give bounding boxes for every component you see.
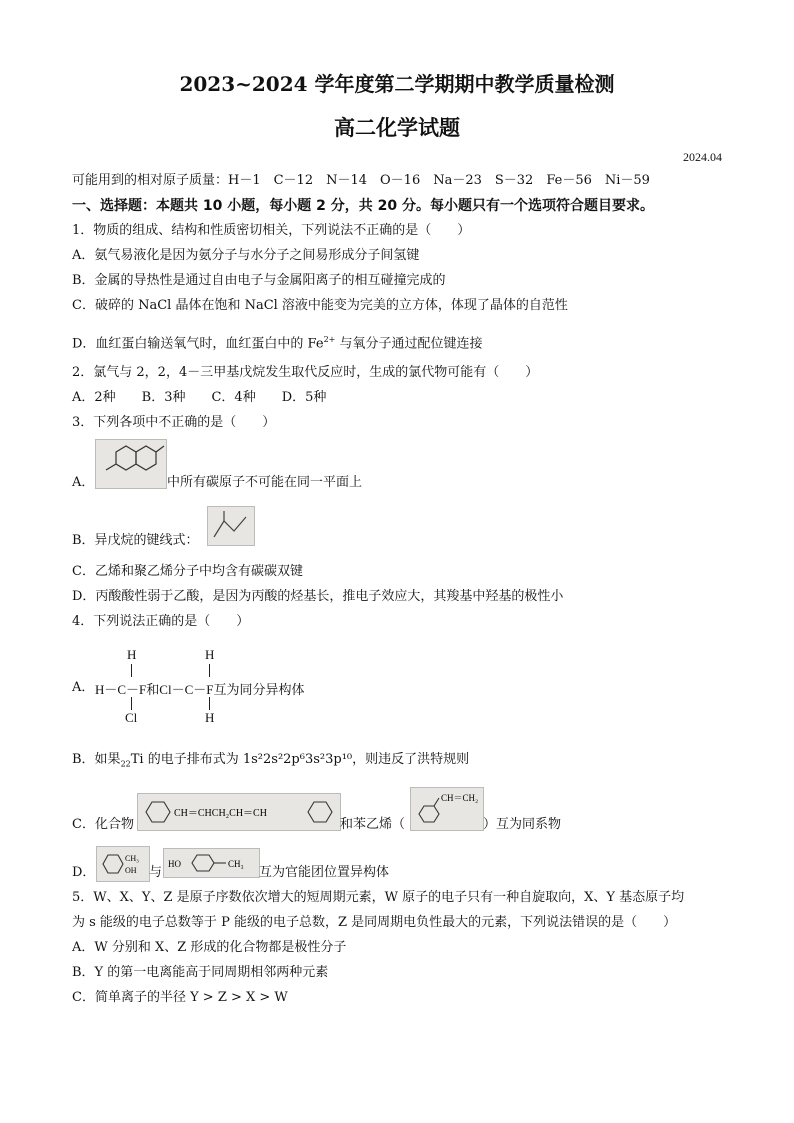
q2-stem: 2．氯气与 2，2，4－三甲基戊烷发生取代反应时，生成的氯代物可能有（ ） xyxy=(72,365,539,380)
diphenyl-diene-structure-image xyxy=(137,793,341,831)
bond-line xyxy=(131,697,132,710)
q4-d-mid: 与 xyxy=(149,865,163,880)
q1-d-post: 与氧分子通过配位键连接 xyxy=(335,336,483,352)
exam-date: 2024.04 xyxy=(683,150,722,164)
bond-line xyxy=(131,664,132,677)
q3-option-b: B．异戊烷的键线式： xyxy=(72,533,199,548)
q5-option-c: C．简单离子的半径 Y > Z > X > W xyxy=(72,990,288,1005)
isopentane-skeletal-image xyxy=(207,506,255,546)
q4-a-h-top2: H xyxy=(205,647,215,662)
q1-stem: 1．物质的组成、结构和性质密切相关，下列说法不正确的是（ ） xyxy=(72,223,471,238)
svg-text:HO: HO xyxy=(168,859,181,869)
q4-a-label: A． xyxy=(72,680,95,695)
q3-stem: 3．下列各项中不正确的是（ ） xyxy=(72,415,276,430)
bond-line xyxy=(209,697,210,710)
section-heading: 一、选择题：本题共 10 小题，每小题 2 分，共 20 分。每小题只有一个选项符合题目要求。 xyxy=(72,198,654,214)
q3-a-label: A． xyxy=(72,475,95,490)
q4-d-post: 互为官能团位置异构体 xyxy=(259,865,390,880)
q4-b-config: 1s²2s²2p⁶3s²3p¹⁰ xyxy=(242,752,353,767)
q3-option-d: D．丙酸酸性弱于乙酸，是因为丙酸的烃基长，推电子效应大，其羧基中羟基的极性小 xyxy=(72,589,564,604)
styrene-text: CH＝CH₂ xyxy=(441,793,479,803)
q5-stem-line2: 为 s 能级的电子总数等于 P 能级的电子总数，Z 是同周期电负性最大的元素，下列说法错误的是（ ） xyxy=(72,915,677,930)
methylphenol-para-image xyxy=(163,848,260,878)
methylphenol-ortho-image xyxy=(96,846,150,882)
naphthalene-structure-image xyxy=(95,439,167,489)
q4-d-label: D． xyxy=(72,865,96,880)
q5-stem-line1: 5．W、X、Y、Z 是原子序数依次增大的短周期元素，W 原子的电子只有一种自旋取向，X、Y 基态原子均 xyxy=(72,890,685,905)
svg-text:CH₃: CH₃ xyxy=(125,854,139,863)
q1-option-b: B．金属的导热性是通过自由电子与金属阳离子的相互碰撞完成的 xyxy=(72,273,446,288)
svg-text:CH₃: CH₃ xyxy=(228,859,244,869)
q4-c-label: C．化合物 xyxy=(72,817,134,832)
q3-option-c: C．乙烯和聚乙烯分子中均含有碳碳双键 xyxy=(72,564,303,579)
q4-a-h-bottom: H xyxy=(205,710,215,725)
exam-title: 2023~2024 学年度第二学期期中教学质量检测 xyxy=(179,72,615,96)
diene-text: CH＝CHCH₂CH＝CH xyxy=(174,808,267,819)
q1-option-a: A．氨气易液化是因为氨分子与水分子之间易形成分子间氢键 xyxy=(72,248,420,263)
q4-c-mid: 和苯乙烯（ xyxy=(340,817,406,832)
q1-option-c: C．破碎的 NaCl 晶体在饱和 NaCl 溶液中能变为完美的立方体，体现了晶体的自范性 xyxy=(72,298,568,313)
q4-a-molecules: H－C－F和Cl－C－F互为同分异构体 xyxy=(95,682,305,697)
q3-a-text: 中所有碳原子不可能在同一平面上 xyxy=(167,475,363,490)
atomic-masses: 可能用到的相对原子质量：H－1 C－12 N－14 O－16 Na－23 S－32 Fe－56 Ni－59 xyxy=(72,173,650,188)
q1-d-sup: 2+ xyxy=(323,335,336,344)
q4-b-pre: B．如果 xyxy=(72,752,121,767)
bond-line xyxy=(209,664,210,677)
q4-option-b: B．如果$_{22}$Ti 的电子排布式为 1s²2s²2p⁶3s²3p¹⁰，则违反了洪特规则 xyxy=(72,752,470,769)
exam-subtitle: 高二化学试题 xyxy=(334,115,460,140)
styrene-structure-image xyxy=(410,787,484,831)
q4-b-post: ，则违反了洪特规则 xyxy=(352,752,470,767)
q4-c-post: ）互为同系物 xyxy=(483,817,562,832)
q2-options: A．2种 B．3种 C．4种 D．5种 xyxy=(72,390,327,405)
q4-a-cl-bottom: Cl xyxy=(125,710,138,725)
q4-stem: 4．下列说法正确的是（ ） xyxy=(72,614,250,629)
q4-a-h-top1: H xyxy=(127,647,137,662)
q5-option-b: B．Y 的第一电离能高于同周期相邻两种元素 xyxy=(72,965,329,980)
q4-b-sub: 22 xyxy=(120,759,131,769)
q1-d-pre: D．血红蛋白输送氧气时，血红蛋白中的 Fe xyxy=(72,336,324,352)
svg-text:OH: OH xyxy=(125,866,137,875)
q5-option-a: A．W 分别和 X、Z 形成的化合物都是极性分子 xyxy=(72,940,347,955)
q1-option-d xyxy=(72,331,483,353)
